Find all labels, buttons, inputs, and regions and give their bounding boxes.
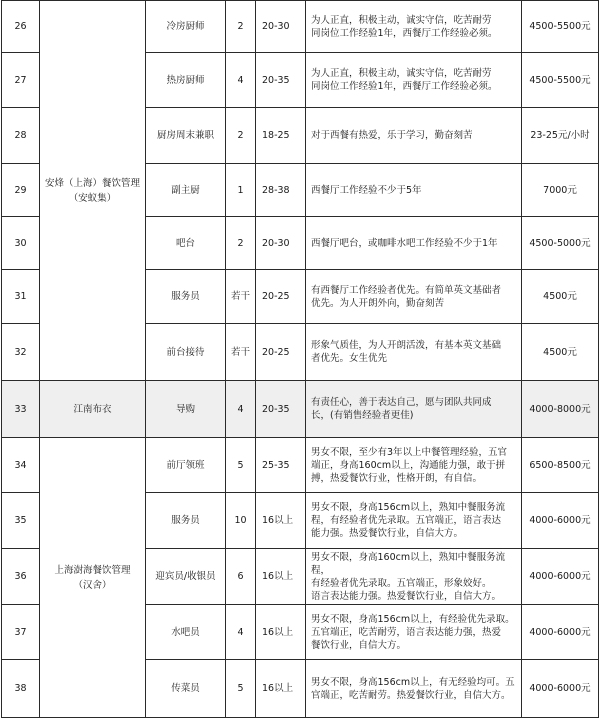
- requirements-cell: [306, 108, 522, 164]
- headcount-cell: 4: [226, 53, 256, 108]
- headcount-cell: 2: [226, 1, 256, 53]
- requirement-line: 端正，身高160cm以上，沟通能力强，敢于拼: [311, 459, 506, 471]
- requirements-cell: [306, 438, 522, 493]
- row-number: 35: [2, 493, 40, 549]
- salary-cell: 6500-8500元: [522, 438, 599, 493]
- requirements-cell: [306, 53, 522, 108]
- headcount-cell: 2: [226, 108, 256, 164]
- age-cell: 16以上: [256, 605, 306, 660]
- headcount-cell: 5: [226, 660, 256, 718]
- requirements-cell: [306, 660, 522, 718]
- position-cell: 水吧员: [146, 605, 226, 660]
- salary-cell: 4000-6000元: [522, 660, 599, 718]
- salary-cell: 7000元: [522, 164, 599, 217]
- salary-cell: 4000-8000元: [522, 381, 599, 438]
- row-number: 34: [2, 438, 40, 493]
- position-cell: 厨房周末兼职: [146, 108, 226, 164]
- requirement-line: 能力强。热爱餐饮行业，自信大方。: [311, 528, 464, 539]
- position-cell: 冷房厨师: [146, 1, 226, 53]
- age-cell: 28-38: [256, 164, 306, 217]
- age-cell: 20-30: [256, 217, 306, 270]
- age-cell: 16以上: [256, 660, 306, 718]
- requirement-line: 男女不限，至少有3年以上中餐管理经验，五官: [311, 446, 508, 458]
- requirements-cell: [306, 217, 522, 270]
- position-cell: 迎宾员/收银员: [146, 549, 226, 605]
- requirement-line: 程，有经验者优先录取。五官端正，语言表达: [311, 515, 502, 526]
- requirement-line: 男女不限，身高160cm以上，熟知中餐服务流程，: [311, 551, 506, 576]
- requirement-line: 长，(有销售经验者更佳): [311, 410, 414, 421]
- headcount-cell: 若干: [226, 324, 256, 381]
- requirement-line: 优先。为人开朗外向，勤奋刻苦: [311, 297, 445, 309]
- salary-cell: 4500元: [522, 324, 599, 381]
- position-cell: 服务员: [146, 493, 226, 549]
- age-cell: 20-35: [256, 53, 306, 108]
- position-cell: 传菜员: [146, 660, 226, 718]
- position-cell: 热房厨师: [146, 53, 226, 108]
- requirements-cell: [306, 605, 522, 660]
- requirement-line: 有西餐厅工作经验者优先。有简单英文基础者: [311, 284, 502, 296]
- requirement-line: 形象气质佳，为人开朗活泼，有基本英文基础: [311, 340, 502, 351]
- position-cell: 前厅领班: [146, 438, 226, 493]
- headcount-cell: 4: [226, 381, 256, 438]
- requirement-line: 男女不限，身高156cm以上，熟知中餐服务流: [311, 502, 506, 513]
- headcount-cell: 2: [226, 217, 256, 270]
- requirements-cell: [306, 549, 522, 605]
- salary-cell: 4000-6000元: [522, 493, 599, 549]
- row-number: 38: [2, 660, 40, 718]
- row-number: 29: [2, 164, 40, 217]
- requirement-line: 男女不限，身高156cm以上，有经验优先录取。: [311, 613, 515, 625]
- headcount-cell: 1: [226, 164, 256, 217]
- requirement-line: 对于西餐有热爱，乐于学习，勤奋刻苦: [311, 130, 473, 141]
- job-listing-table: [1, 0, 599, 718]
- company-cell: [40, 438, 146, 718]
- requirements-cell: [306, 164, 522, 217]
- requirement-line: 者优先。女生优先: [311, 353, 388, 364]
- position-cell: 副主厨: [146, 164, 226, 217]
- row-number: 36: [2, 549, 40, 605]
- age-cell: 20-25: [256, 270, 306, 324]
- company-brand: （安蚁集）: [68, 192, 117, 204]
- company-name: 安烽（上海）餐饮管理: [44, 177, 140, 189]
- age-cell: 18-25: [256, 108, 306, 164]
- age-cell: 20-25: [256, 324, 306, 381]
- salary-cell: 4500-5000元: [522, 217, 599, 270]
- headcount-cell: 若干: [226, 270, 256, 324]
- requirement-line: 官端正，吃苦耐劳。热爱餐饮行业，自信大方。: [311, 689, 511, 701]
- requirement-line: 同岗位工作经验1年，西餐厅工作经验必须。: [311, 27, 498, 39]
- requirement-line: 为人正直，积极主动，诚实守信，吃苦耐劳: [311, 14, 492, 26]
- row-number: 27: [2, 53, 40, 108]
- salary-cell: 4500-5500元: [522, 1, 599, 53]
- row-number: 28: [2, 108, 40, 164]
- requirement-line: 有责任心，善于表达自己，愿与团队共同成: [311, 397, 492, 408]
- company-cell: [40, 1, 146, 381]
- row-number: 32: [2, 324, 40, 381]
- age-cell: 20-35: [256, 381, 306, 438]
- position-cell: 吧台: [146, 217, 226, 270]
- requirement-line: 同岗位工作经验1年，西餐厅工作经验必须。: [311, 81, 498, 92]
- requirement-line: 男女不限，身高156cm以上，有无经验均可。五: [311, 676, 515, 688]
- age-cell: 16以上: [256, 549, 306, 605]
- salary-cell: 4500元: [522, 270, 599, 324]
- table-row: [2, 1, 599, 53]
- company-brand: （汉舍）: [73, 579, 112, 591]
- requirement-line: 语言表达能力强。热爱餐饮行业，自信大方。: [311, 590, 502, 602]
- row-number: 30: [2, 217, 40, 270]
- salary-cell: 23-25元/小时: [522, 108, 599, 164]
- salary-cell: 4000-6000元: [522, 605, 599, 660]
- age-cell: 16以上: [256, 493, 306, 549]
- table-row: [2, 438, 599, 493]
- requirement-line: 为人正直，积极主动，诚实守信，吃苦耐劳: [311, 68, 492, 79]
- requirements-cell: [306, 381, 522, 438]
- requirement-line: 西餐厅吧台，或咖啡水吧工作经验不少于1年: [311, 237, 498, 249]
- requirement-line: 搏，热爱餐饮行业，性格开朗，有自信。: [311, 472, 483, 484]
- company-cell: [40, 381, 146, 438]
- requirements-cell: [306, 270, 522, 324]
- requirement-line: 有经验者优先录取。五官端正，形象姣好。: [311, 577, 492, 589]
- position-cell: 导购: [146, 381, 226, 438]
- row-number: 26: [2, 1, 40, 53]
- requirements-cell: [306, 1, 522, 53]
- company-name: 上海澍海餐饮管理: [54, 564, 131, 576]
- company-name: 江南布衣: [73, 403, 112, 415]
- salary-cell: 4500-5500元: [522, 53, 599, 108]
- age-cell: 25-35: [256, 438, 306, 493]
- requirement-line: 西餐厅工作经验不少于5年: [311, 184, 422, 196]
- row-number: 31: [2, 270, 40, 324]
- requirements-cell: [306, 493, 522, 549]
- requirement-line: 五官端正，吃苦耐劳，语言表达能力强，热爱: [311, 626, 502, 638]
- position-cell: 前台接待: [146, 324, 226, 381]
- headcount-cell: 6: [226, 549, 256, 605]
- salary-cell: 4000-6000元: [522, 549, 599, 605]
- requirement-line: 餐饮行业，自信大方。: [311, 639, 407, 651]
- row-number: 37: [2, 605, 40, 660]
- table-row: [2, 381, 599, 438]
- headcount-cell: 4: [226, 605, 256, 660]
- position-cell: 服务员: [146, 270, 226, 324]
- headcount-cell: 5: [226, 438, 256, 493]
- headcount-cell: 10: [226, 493, 256, 549]
- requirements-cell: [306, 324, 522, 381]
- row-number: 33: [2, 381, 40, 438]
- age-cell: 20-30: [256, 1, 306, 53]
